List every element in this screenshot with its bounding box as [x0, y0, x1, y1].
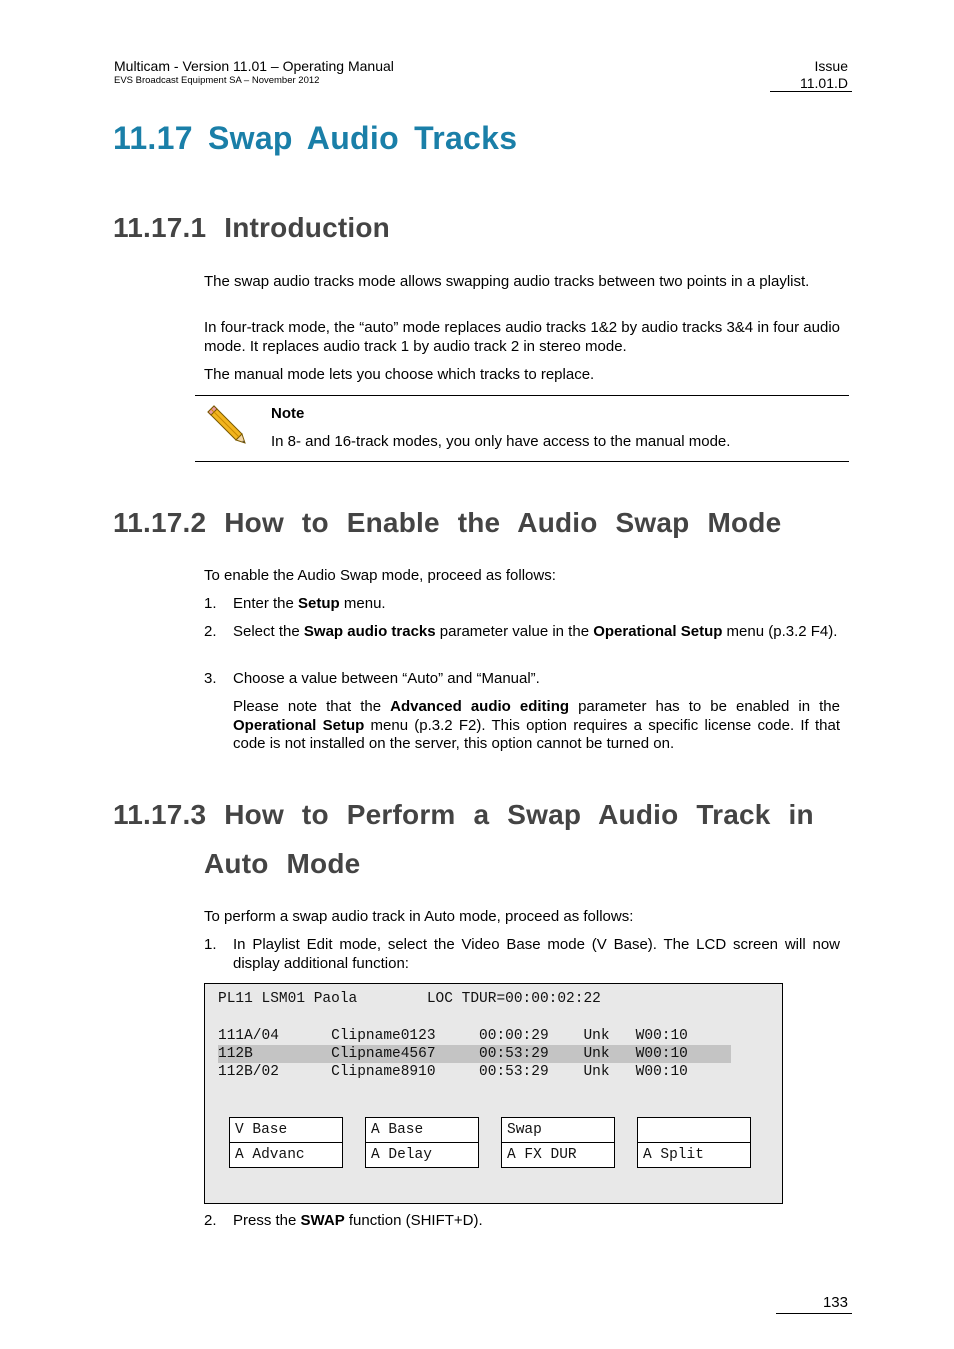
- function-key-divider: [638, 1142, 750, 1143]
- function-key-f4[interactable]: [637, 1117, 751, 1168]
- step-number: 3.: [204, 670, 217, 687]
- perform-step-1: In Playlist Edit mode, select the Video Base mode (V Base). The LCD screen will now display additional function:: [233, 936, 840, 972]
- perform-heading-line-2: Auto Mode: [204, 848, 361, 879]
- header-rule: [770, 91, 852, 92]
- function-key-top-label: A Base: [371, 1122, 424, 1138]
- issue-label: Issue: [814, 58, 848, 74]
- lcd-clip-row-selected: 112B Clipname4567 00:53:29 Unk W00:10: [218, 1046, 688, 1062]
- note-top-rule: [195, 395, 849, 396]
- enable-heading: 11.17.2 How to Enable the Audio Swap Mode: [113, 507, 782, 538]
- perform-heading-line-1: 11.17.3 How to Perform a Swap Audio Track in: [113, 799, 814, 830]
- page-number: 133: [822, 1294, 848, 1311]
- page-header: [114, 58, 394, 87]
- note-bottom-rule: [195, 461, 849, 462]
- function-key-bottom-label: A Delay: [371, 1147, 432, 1163]
- function-key-top-label: V Base: [235, 1122, 288, 1138]
- lcd-screen: [204, 983, 783, 1204]
- lcd-clip-row: 112B/02 Clipname8910 00:53:29 Unk W00:10: [218, 1064, 688, 1080]
- section-title: 11.17 Swap Audio Tracks: [113, 120, 518, 156]
- step-number: 2.: [204, 1212, 217, 1229]
- perform-lead: To perform a swap audio track in Auto mode, proceed as follows:: [204, 908, 634, 925]
- function-key-divider: [366, 1142, 478, 1143]
- footer-rule: [776, 1313, 852, 1314]
- publisher-line: EVS Broadcast Equipment SA – November 2012: [114, 75, 320, 86]
- perform-step-2: Press the SWAP function (SHIFT+D).: [233, 1212, 483, 1229]
- function-key-f3[interactable]: [501, 1117, 615, 1168]
- intro-paragraph-3: The manual mode lets you choose which tracks to replace.: [204, 366, 595, 383]
- step-number: 1.: [204, 595, 217, 612]
- note-title: Note: [271, 405, 305, 422]
- pencil-icon: [204, 402, 248, 446]
- function-key-bottom-label: A Advanc: [235, 1147, 305, 1163]
- function-key-bottom-label: A FX DUR: [507, 1147, 577, 1163]
- intro-paragraph-1: The swap audio tracks mode allows swapping audio tracks between two points in a playlist.: [204, 273, 810, 290]
- lcd-clip-row: 111A/04 Clipname0123 00:00:29 Unk W00:10: [218, 1028, 688, 1044]
- function-key-divider: [502, 1142, 614, 1143]
- enable-step-3: Choose a value between “Auto” and “Manual”.: [233, 670, 540, 687]
- issue-block: [768, 58, 848, 92]
- step-number: 1.: [204, 936, 217, 953]
- lcd-status-line: PL11 LSM01 Paola LOC TDUR=00:00:02:22: [218, 991, 601, 1007]
- note-text: In 8- and 16-track modes, you only have access to the manual mode.: [271, 433, 731, 450]
- intro-heading: 11.17.1 Introduction: [113, 212, 390, 243]
- step-number: 2.: [204, 623, 217, 640]
- enable-step-2: Select the Swap audio tracks parameter value in the Operational Setup menu (p.3.2 F4).: [233, 623, 838, 640]
- function-key-divider: [230, 1142, 342, 1143]
- function-key-bottom-label: A Split: [643, 1147, 704, 1163]
- function-key-top-label: Swap: [507, 1122, 542, 1138]
- manual-title: Multicam - Version 11.01 – Operating Manual: [114, 58, 394, 74]
- enable-lead: To enable the Audio Swap mode, proceed as follows:: [204, 567, 556, 584]
- function-key-f1[interactable]: [229, 1117, 343, 1168]
- function-key-f2[interactable]: [365, 1117, 479, 1168]
- issue-value: 11.01.D: [800, 75, 848, 91]
- enable-note: Please note that the Advanced audio editing parameter has to be enabled in the Operational Setup menu (p.3.2 F2). This option requires a specific license code. If that code is not installed on the server, this option cannot be turned on.: [233, 698, 840, 752]
- enable-step-1: Enter the Setup menu.: [233, 595, 386, 612]
- intro-paragraph-2: In four-track mode, the “auto” mode replaces audio tracks 1&2 by audio tracks 3&4 in four audio mode. It replaces audio track 1 by audio track 2 in stereo mode.: [204, 319, 840, 355]
